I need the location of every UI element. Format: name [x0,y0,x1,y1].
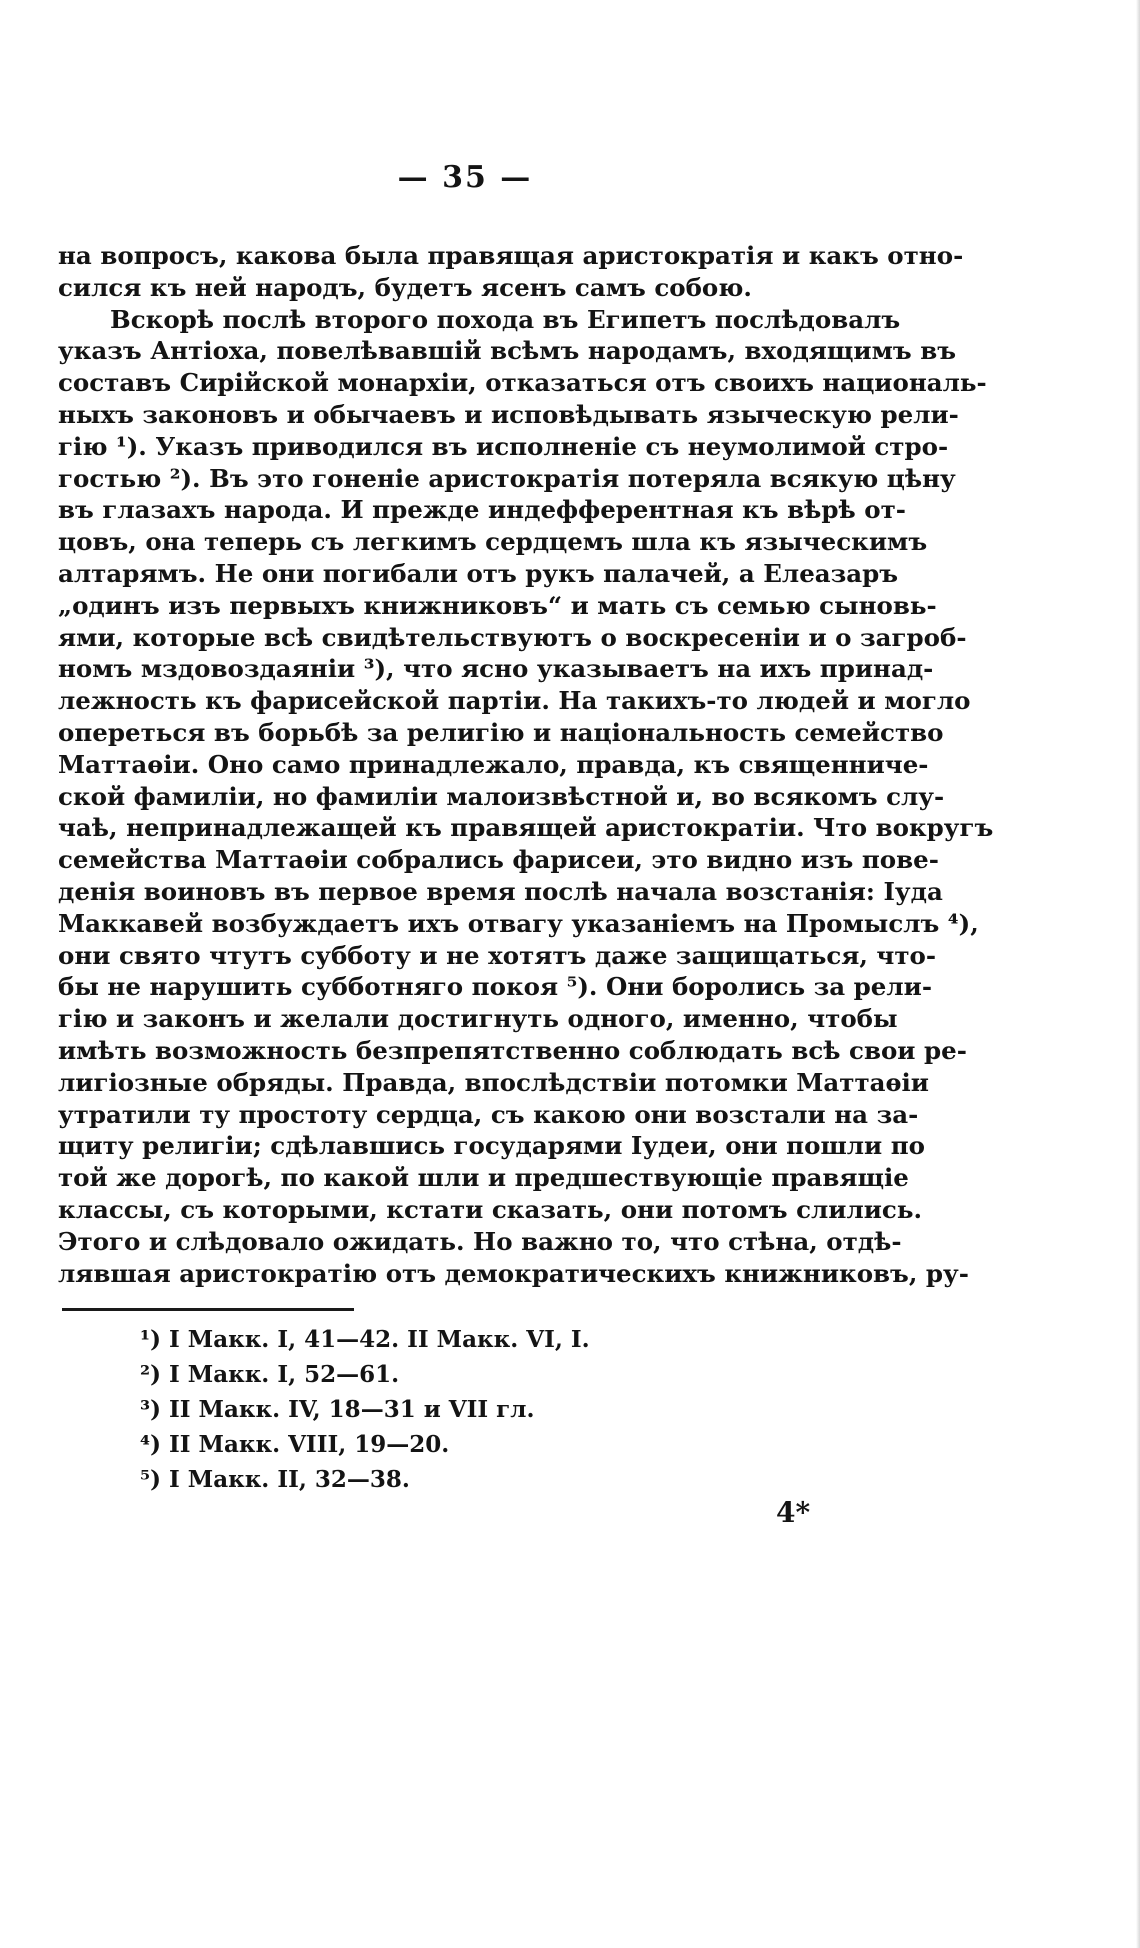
text-line: они свято чтутъ субботу и не хотятъ даже защищаться, что- [58,940,937,970]
text-line: лигіозные обряды. Правда, впослѣдствіи потомки Маттаѳіи [58,1067,929,1097]
footnotes [140,1322,840,1497]
text-line: на вопросъ, какова была правящая аристократія и какъ отно- [58,241,964,270]
text-line: утратили ту простоту сердца, съ какою они возстали на за- [58,1099,919,1129]
signature-mark: 4* [776,1496,811,1529]
text-line: „одинъ изъ первыхъ книжниковъ“ и мать съ семью сыновь- [58,590,937,620]
text-line: лежность къ фарисейской партіи. На такихъ-то людей и могло [58,686,971,716]
text-line: бы не нарушить субботняго покоя ⁵). Они боролись за рели- [58,972,933,1002]
text-line: Вскорѣ послѣ второго похода въ Египетъ послѣдовалъ [110,304,901,334]
text-line: ской фамиліи, но фамиліи малоизвѣстной и, во всякомъ слу- [58,781,945,811]
text-line: составъ Сирійской монархіи, отказаться отъ своихъ националь- [58,368,987,398]
body-text [58,240,994,1289]
text-line: опереться въ борьбѣ за религію и національность семейство [58,717,944,747]
footnote-divider [62,1308,354,1311]
text-line: въ глазахъ народа. И прежде индефферентная къ вѣрѣ от- [58,495,906,525]
footnote-5: ⁵) I Макк. II, 32—38. [140,1466,410,1493]
text-line: денія воиновъ въ первое время послѣ начала возстанія: Іуда [58,876,943,906]
text-line: чаѣ, непринадлежащей къ правящей аристократіи. Что вокругъ [58,813,994,843]
text-line: алтарямъ. Не они погибали отъ рукъ палачей, а Елеазаръ [58,558,899,588]
text-line: сился къ ней народъ, будетъ ясенъ самъ собою. [58,272,752,302]
text-line: Маттаѳіи. Оно само принадлежало, правда, къ священниче- [58,749,929,779]
text-line: той же дорогѣ, по какой шли и предшествующіе правящіе [58,1163,909,1193]
footnote-1: ¹) I Макк. I, 41—42. II Макк. VI, I. [140,1326,590,1353]
text-line: классы, съ которыми, кстати сказать, они потомъ слились. [58,1194,922,1224]
page-number: — 35 — [397,160,533,195]
text-line: Маккавей возбуждаетъ ихъ отвагу указаніемъ на Промыслъ ⁴), [58,908,979,938]
text-line: указъ Антіоха, повелѣвавшій всѣмъ народамъ, входящимъ въ [58,336,957,366]
text-line: ныхъ законовъ и обычаевъ и исповѣдывать языческую рели- [58,399,959,429]
text-line: имѣть возможность безпрепятственно соблюдать всѣ свои ре- [58,1035,967,1065]
text-line: гію ¹). Указъ приводился въ исполненіе съ неумолимой стро- [58,431,949,461]
footnote-4: ⁴) II Макк. VIII, 19—20. [140,1431,450,1458]
footnote-2: ²) I Макк. I, 52—61. [140,1361,400,1388]
text-line: лявшая аристократію отъ демократическихъ книжниковъ, ру- [58,1258,969,1288]
text-line: номъ мздовоздаяніи ³), что ясно указываетъ на ихъ принад- [58,654,934,684]
text-line: семейства Маттаѳіи собрались фарисеи, это видно изъ пове- [58,845,939,875]
text-line: ями, которые всѣ свидѣтельствуютъ о воскресеніи и о загроб- [58,622,967,652]
footnote-3: ³) II Макк. IV, 18—31 и VII гл. [140,1396,535,1423]
text-line: гостью ²). Въ это гоненіе аристократія потеряла всякую цѣну [58,463,956,493]
text-line: Этого и слѣдовало ожидать. Но важно то, что стѣна, отдѣ- [58,1226,902,1256]
scan-edge [1136,0,1140,1948]
text-line: гію и законъ и желали достигнуть одного, именно, чтобы [58,1004,898,1034]
text-line: щиту религіи; сдѣлавшись государями Іудеи, они пошли по [58,1131,926,1161]
text-line: цовъ, она теперь съ легкимъ сердцемъ шла къ языческимъ [58,527,928,557]
